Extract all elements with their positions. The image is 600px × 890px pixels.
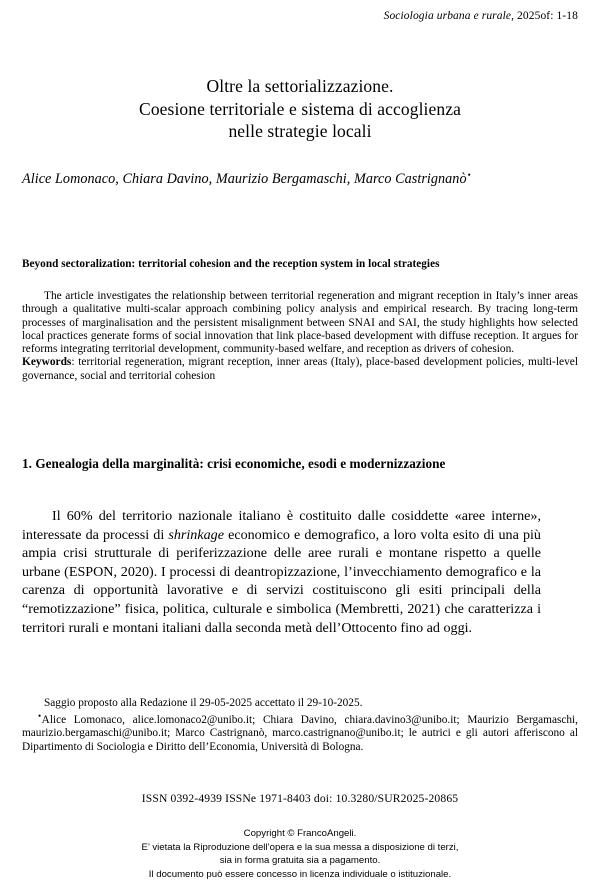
running-head [384, 10, 578, 22]
footnote-affiliations-text: Alice Lomonaco, alice.lomonaco2@unibo.it; Chiara Davino, chiara.davino3@unibo.it; Maurizio Bergamaschi, maurizio.bergamaschi@unibo.it; Marco Castrignanò, marco.castrignano@unibo.it; le autrici e gli autori afferiscono al Dipartimento di Sociologia e Diritto dell’Economia, Università di Bologna. [22, 714, 578, 753]
body-italic-term: shrinkage [168, 526, 224, 543]
body-part-2: economico e demografico, a loro volta esito di una più ampia crisi strutturale di periferizzazione delle aree rurali e montane rispetto a quelle urbane (ESPON, 2020). I processi di deantropizzazione, l’invecchiamento demografico e la carenza di opportunità lavorative e di servizi costituiscono gli esiti principali della “remotizzazione” fisica, politica, culturale e simbolica (Membretti, 2021) che caratterizza i territori rurali e montani italiani dalla seconda metà dell’Ottocento fino ad oggi. [22, 526, 541, 636]
footnote-block [22, 697, 578, 754]
body-paragraph-1 [22, 507, 541, 637]
abstract-block [22, 290, 578, 383]
keywords-label: Keywords [22, 356, 72, 369]
title-line-1: Oltre la settorializzazione. [206, 76, 394, 96]
copyright-line-3: sia in forma gratuita sia a pagamento. [219, 855, 381, 867]
abstract-text: The article investigates the relationship between territorial regeneration and migrant reception in Italy’s inner areas through a qualitative multi-scalar approach combining policy analysis and empirical research. By tracing long-term processes of marginalisation and the persistent misalignment between SNAI and SAI, the study highlights how selected local practices generate forms of social innovation that link place-based development with diffuse reception. It argues for reforms integrating territorial development, community-based welfare, and reception as drivers of cohesion. [22, 290, 578, 356]
author-list [22, 170, 578, 188]
copyright-notice [0, 827, 600, 881]
article-title [60, 75, 540, 143]
author-footnote-marker: • [467, 170, 471, 180]
section-heading-1: 1. Genealogia della marginalità: crisi economiche, esodi e modernizzazione [22, 456, 446, 471]
english-title: Beyond sectoralization: territorial cohesion and the reception system in local strategies [22, 258, 440, 270]
footnote-submission-dates: Saggio proposto alla Redazione il 29-05-2025 accettato il 29-10-2025. [44, 697, 363, 709]
journal-name: Sociologia urbana e rurale [383, 10, 512, 22]
title-line-3: nelle strategie locali [228, 121, 372, 141]
issue-pages: , 2025of: 1-18 [511, 10, 578, 22]
body-part-1: Il 60% del territorio nazionale italiano è costituito dalle cosiddette «aree interne», interessate da processi di [22, 508, 541, 543]
issn-doi-line: ISSN 0392-4939 ISSNe 1971-8403 doi: 10.3280/SUR2025-20865 [141, 792, 459, 805]
copyright-line-2: E’ vietata la Riproduzione dell’opera e la sua messa a disposizione di terzi, [141, 841, 459, 853]
footnote-affiliations [22, 710, 578, 754]
keywords-text: : territorial regeneration, migrant reception, inner areas (Italy), place-based development policies, multi-level governance, social and territorial cohesion [22, 356, 578, 382]
copyright-line-4: Il documento può essere concesso in licenza individuale o istituzionale. [148, 868, 452, 880]
footnote-marker: • [38, 711, 42, 722]
author-names: Alice Lomonaco, Chiara Davino, Maurizio Bergamaschi, Marco Castrignanò [22, 171, 467, 187]
title-line-2: Coesione territoriale e sistema di accoglienza [139, 98, 461, 119]
copyright-line-1: Copyright © FrancoAngeli. [243, 828, 357, 839]
keywords-line [22, 356, 578, 383]
body-text [22, 507, 541, 637]
